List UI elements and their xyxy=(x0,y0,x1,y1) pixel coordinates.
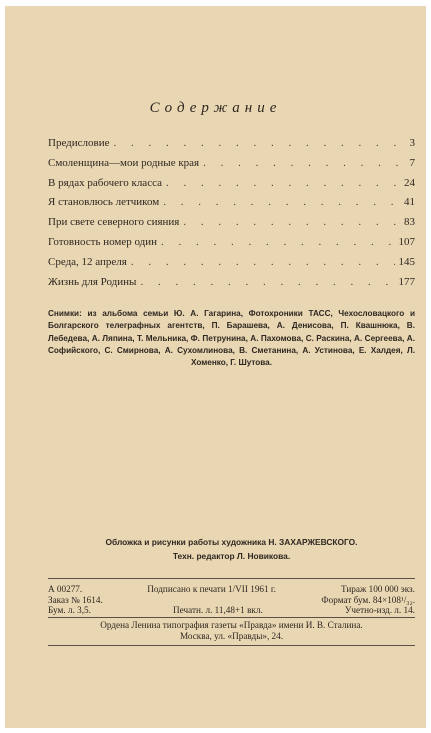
imprint-row xyxy=(48,605,415,616)
artist-credits xyxy=(48,535,415,563)
toc-entry-title: Предисловие xyxy=(48,137,110,149)
imprint-paper-sheets: Бум. л. 3,5. xyxy=(48,605,91,616)
leader-dots xyxy=(161,236,394,248)
imprint-signed: Подписано к печати 1/VII 1961 г. xyxy=(147,584,276,594)
toc-entry-page: 145 xyxy=(398,255,415,268)
book-page xyxy=(5,6,426,728)
leader-dots xyxy=(166,177,400,189)
toc-entry-title: При свете северного сияния xyxy=(48,216,180,229)
toc-entry-title: Среда, 12 апреля xyxy=(48,255,127,268)
toc-entry-title: Готовность номер один xyxy=(48,235,158,248)
imprint-format: Формат бум. 84×108¹/₃₂. xyxy=(321,594,415,605)
printer-info xyxy=(48,620,415,642)
imprint-order: Заказ № 1614. xyxy=(48,594,103,605)
toc-entry xyxy=(48,276,415,296)
toc-entry xyxy=(48,177,415,197)
imprint-code: А 00277. xyxy=(48,584,83,594)
imprint-row xyxy=(48,595,415,606)
toc-entry-page: 3 xyxy=(409,137,415,149)
leader-dots xyxy=(131,256,395,268)
imprint-printed-sheets: Печатн. л. 11,48+1 вкл. xyxy=(173,605,263,616)
toc-entry-page: 24 xyxy=(404,176,415,189)
toc-entry-title: Смоленщина—мои родные края xyxy=(48,156,200,169)
printer-name: Ордена Ленина типография газеты «Правда» имени И. В. Сталина. xyxy=(100,620,363,630)
imprint-row xyxy=(48,584,415,595)
toc-entry xyxy=(48,216,415,236)
cover-artist-credit: Обложка и рисунки работы художника Н. ЗАХАРЖЕВСКОГО. xyxy=(105,537,358,547)
toc-entry-page: 83 xyxy=(404,216,415,229)
top-rule xyxy=(48,578,415,579)
leader-dots xyxy=(163,196,400,208)
toc-entry-title: Я становлюсь летчиком xyxy=(48,196,160,209)
toc-entry xyxy=(48,236,415,256)
leader-dots xyxy=(183,216,400,228)
leader-dots xyxy=(140,276,394,288)
photo-credits: Снимки: из альбома семьи Ю. А. Гагарина, Фотохроники ТАСС, Чехословацкого и Болгарского телеграфных агентств, П. Барашева, А. Денисова, П. Квашнюка, В. Лебедева, А. Ляпина, Т. Мельника, Ф. Петрунина, А. Пахомова, С. Раскина, А. Сергеева, А. Софийского, С. Смирнова, А. Сухомлинова, В. Сметанина, А. Устинова, Е. Халдея, Л. Хоменко, Г. Шутова. xyxy=(48,309,415,368)
middle-rule xyxy=(48,617,415,618)
toc-entry-title: Жизнь для Родины xyxy=(48,275,137,288)
toc-entry xyxy=(48,256,415,276)
toc-entry-title: В рядах рабочего класса xyxy=(48,176,162,189)
toc-entry-page: 7 xyxy=(409,156,415,169)
imprint-block xyxy=(48,584,415,616)
toc-entry-page: 177 xyxy=(398,275,415,288)
imprint-publisher-sheets: Учетно-изд. л. 14. xyxy=(344,605,415,616)
toc-entry xyxy=(48,137,415,157)
bottom-rule xyxy=(48,645,415,646)
toc-entry-page: 41 xyxy=(404,196,415,209)
table-of-contents xyxy=(48,137,415,295)
toc-entry-page: 107 xyxy=(398,235,415,248)
contents-heading: Содержание xyxy=(149,100,282,116)
leader-dots xyxy=(114,137,402,149)
technical-editor-credit: Техн. редактор Л. Новикова. xyxy=(172,551,291,561)
toc-entry xyxy=(48,196,415,216)
toc-entry xyxy=(48,157,415,177)
imprint-print-run: Тираж 100 000 экз. xyxy=(341,584,415,594)
printer-address: Москва, ул. «Правды», 24. xyxy=(179,631,284,641)
leader-dots xyxy=(203,157,401,169)
